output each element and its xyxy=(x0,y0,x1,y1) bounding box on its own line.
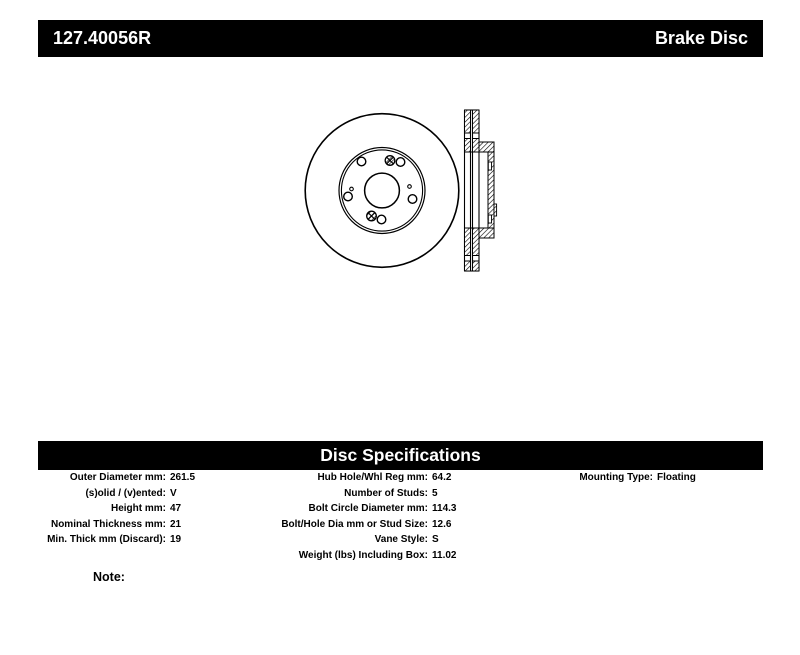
spec-row xyxy=(38,517,195,533)
crossed-hole-mark xyxy=(367,211,377,221)
spec-value: 114.3 xyxy=(432,503,457,515)
stud-hole xyxy=(344,192,353,201)
spec-label: Mounting Type: xyxy=(579,472,653,483)
spec-row xyxy=(280,470,456,486)
spec-value: 64.2 xyxy=(432,472,452,483)
header-bar xyxy=(38,20,763,57)
spec-section-title: Disc Specifications xyxy=(320,445,481,465)
hat-top-flange xyxy=(479,142,494,152)
spec-column-dimensions xyxy=(38,470,195,548)
spec-label: Min. Thick mm (Discard): xyxy=(47,534,166,546)
outer-diameter-circle xyxy=(305,114,459,268)
spec-value: 21 xyxy=(170,518,182,530)
guide-hole xyxy=(408,185,412,189)
spec-column-mounting xyxy=(540,470,696,486)
spec-label: Number of Studs: xyxy=(344,487,428,499)
spec-label: Vane Style: xyxy=(374,534,428,546)
stud-hole xyxy=(396,158,405,167)
spec-label: Nominal Thickness mm: xyxy=(50,518,166,530)
spec-value: V xyxy=(170,487,177,499)
spec-column-hub xyxy=(280,470,456,563)
spec-row xyxy=(280,517,456,533)
hat-boss xyxy=(494,204,497,216)
hat-rim-outer-circle xyxy=(339,148,425,234)
spec-row xyxy=(38,532,195,548)
spec-label: (s)olid / (v)ented: xyxy=(85,487,166,499)
spec-value: Floating xyxy=(657,472,696,483)
note-label: Note: xyxy=(93,570,125,584)
spec-value: 47 xyxy=(170,503,182,515)
spec-row xyxy=(280,532,456,548)
stud-hole xyxy=(357,157,366,166)
spec-label: Bolt Circle Diameter mm: xyxy=(308,503,428,515)
spec-label: Height mm: xyxy=(111,503,166,515)
hatched-section xyxy=(465,110,480,271)
spec-row xyxy=(38,486,195,502)
spec-value: 12.6 xyxy=(432,518,452,530)
spec-row xyxy=(38,470,195,486)
spec-label: Outer Diameter mm: xyxy=(69,472,166,483)
spec-row xyxy=(38,501,195,517)
spec-label: Weight (lbs) Including Box: xyxy=(298,549,428,561)
crossed-hole-mark xyxy=(385,156,395,166)
center-bore-circle xyxy=(365,173,400,208)
disc-cross-section-view xyxy=(465,110,497,271)
hat-rim-inner-circle xyxy=(341,150,422,231)
spec-row xyxy=(280,501,456,517)
spec-row xyxy=(280,548,456,564)
spec-value: S xyxy=(432,534,439,546)
hat-wall xyxy=(488,152,494,228)
part-number: 127.40056R xyxy=(53,28,152,48)
spec-row xyxy=(540,470,696,486)
spec-row xyxy=(280,486,456,502)
hat-bottom-flange xyxy=(479,228,494,238)
stud-hole xyxy=(408,195,417,204)
spec-label: Hub Hole/Whl Reg mm: xyxy=(317,472,428,483)
spec-label: Bolt/Hole Dia mm or Stud Size: xyxy=(281,518,428,530)
spec-value: 261.5 xyxy=(170,472,196,483)
guide-hole xyxy=(350,187,354,191)
spec-value: 5 xyxy=(432,487,438,499)
product-title: Brake Disc xyxy=(654,28,748,48)
disc-front-view xyxy=(305,114,459,268)
spec-section-header xyxy=(38,441,763,470)
spec-value: 11.02 xyxy=(432,549,457,561)
stud-hole xyxy=(377,215,386,224)
spec-value: 19 xyxy=(170,534,182,546)
